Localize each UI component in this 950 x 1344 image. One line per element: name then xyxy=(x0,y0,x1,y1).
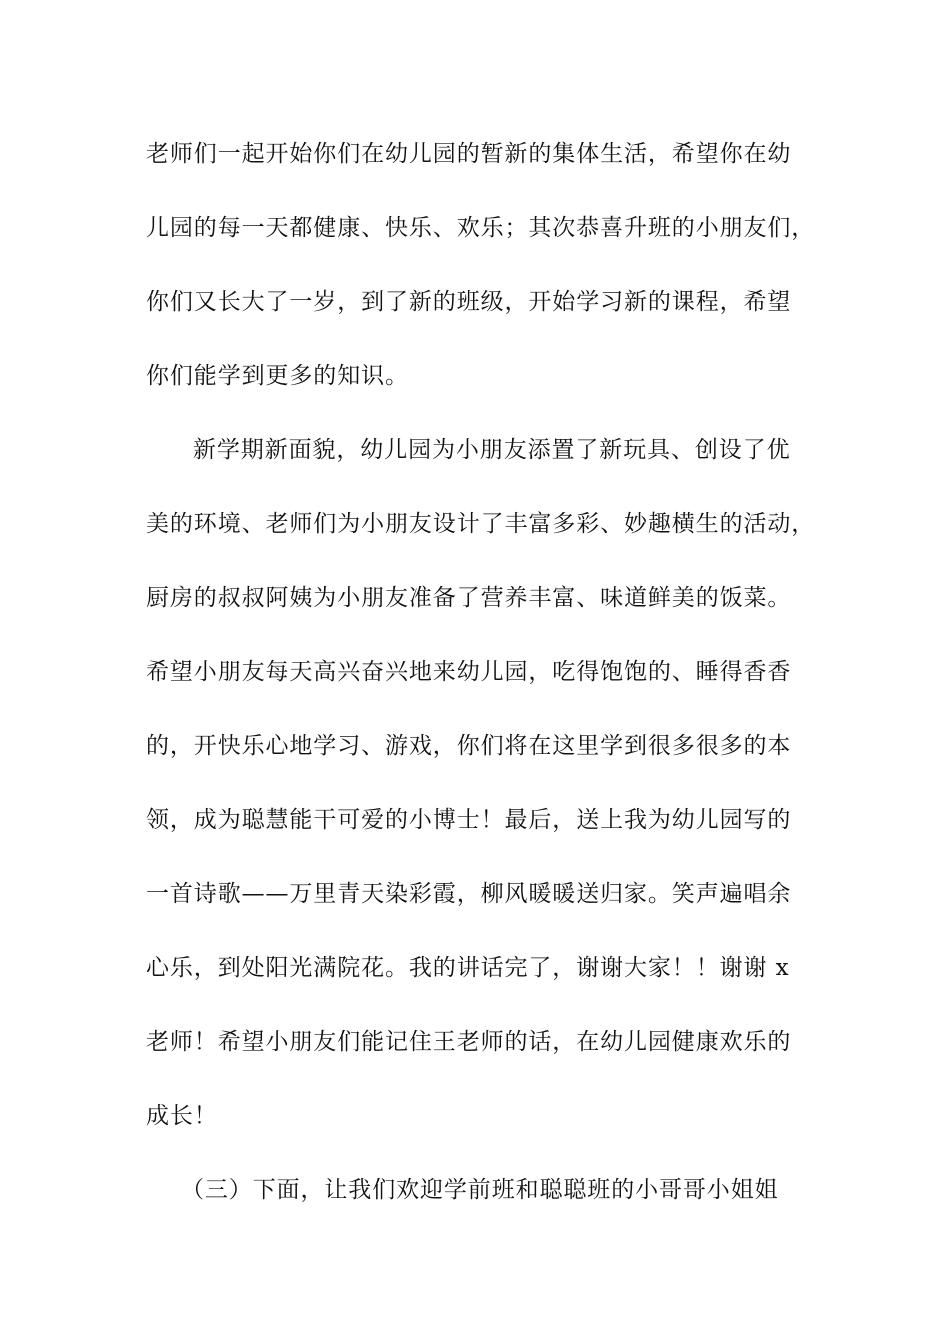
text-line-6: 美的环境、老师们为小朋友设计了丰富多彩、妙趣横生的活动， xyxy=(146,511,816,537)
text-line-3: 你们又长大了一岁，到了新的班级，开始学习新的课程，希望 xyxy=(146,289,792,315)
text-line-5: 新学期新面貌，幼儿园为小朋友添置了新玩具、创设了优 xyxy=(193,437,791,463)
text-line-14: 成长！ xyxy=(146,1103,218,1129)
text-line-10: 领，成为聪慧能干可爱的小博士！最后，送上我为幼儿园写的 xyxy=(146,807,792,833)
text-line-8: 希望小朋友每天高兴奋兴地来幼儿园，吃得饱饱的、睡得香香 xyxy=(146,659,792,685)
text-line-4: 你们能学到更多的知识。 xyxy=(146,363,409,389)
text-line-13: 老师！希望小朋友们能记住王老师的话，在幼儿园健康欢乐的 xyxy=(146,1029,792,1055)
text-line-1: 老师们一起开始你们在幼儿园的暂新的集体生活，希望你在幼 xyxy=(146,141,792,167)
text-line-15: （三）下面，让我们欢迎学前班和聪聪班的小哥哥小姐姐 xyxy=(181,1177,779,1203)
text-line-9: 的，开快乐心地学习、游戏，你们将在这里学到很多很多的本 xyxy=(146,733,792,759)
text-line-11: 一首诗歌——万里青天染彩霞，柳风暖暖送归家。笑声遍唱余 xyxy=(146,881,792,907)
text-line-2: 儿园的每一天都健康、快乐、欢乐；其次恭喜升班的小朋友们， xyxy=(146,215,816,241)
text-line-12: 心乐，到处阳光满院花。我的讲话完了，谢谢大家！！谢谢 x xyxy=(146,955,790,981)
text-line-7: 厨房的叔叔阿姨为小朋友准备了营养丰富、味道鲜美的饭菜。 xyxy=(146,585,792,611)
